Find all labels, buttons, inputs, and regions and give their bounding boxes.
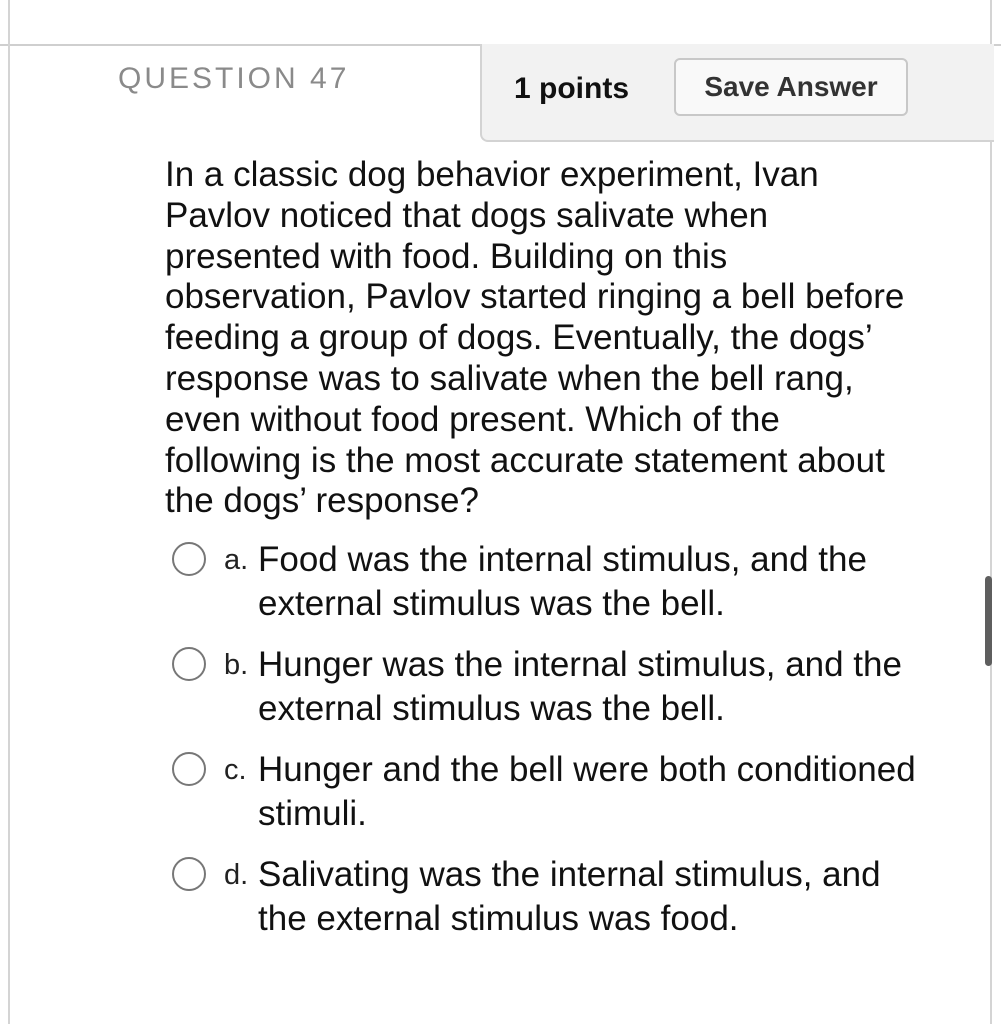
choice-letter-a: a. [224,544,249,576]
radio-button-b[interactable] [172,647,206,681]
frame-left-border [8,0,10,1024]
answer-choices [170,538,950,958]
choice-text-b[interactable]: Hunger was the internal stimulus, and the external stimulus was the bell. [258,645,902,728]
choice-c[interactable] [170,748,950,853]
choice-text-c[interactable]: Hunger and the bell were both conditioned stimuli. [258,750,916,833]
choice-b[interactable] [170,643,950,748]
choice-text-a[interactable]: Food was the internal stimulus, and the external stimulus was the bell. [258,540,867,623]
choice-text-d[interactable]: Salivating was the internal stimulus, and the external stimulus was food. [258,855,881,938]
question-number: QUESTION 47 [118,62,350,95]
save-answer-button[interactable]: Save Answer [674,58,908,116]
points-value: 1 points [514,72,630,105]
radio-button-a[interactable] [172,542,206,576]
choice-a[interactable] [170,538,950,643]
choice-letter-c: c. [224,754,247,786]
top-band [0,0,1001,46]
frame-right-border [990,0,992,1024]
choice-letter-d: d. [224,859,249,891]
choice-letter-b: b. [224,649,249,681]
choice-d[interactable] [170,853,950,958]
question-text: In a classic dog behavior experiment, Ivan Pavlov noticed that dogs salivate when presented with food. Building on this observation, Pavlov started ringing a bell before feeding a group of dogs. Eventually, the dogs’ response was to salivate when the bell rang, even without food present. Which of the following is the most accurate statement about the dogs’ response? [165,155,905,521]
scrollbar-thumb[interactable] [985,576,992,666]
radio-button-d[interactable] [172,857,206,891]
radio-button-c[interactable] [172,752,206,786]
points-panel [480,44,994,142]
